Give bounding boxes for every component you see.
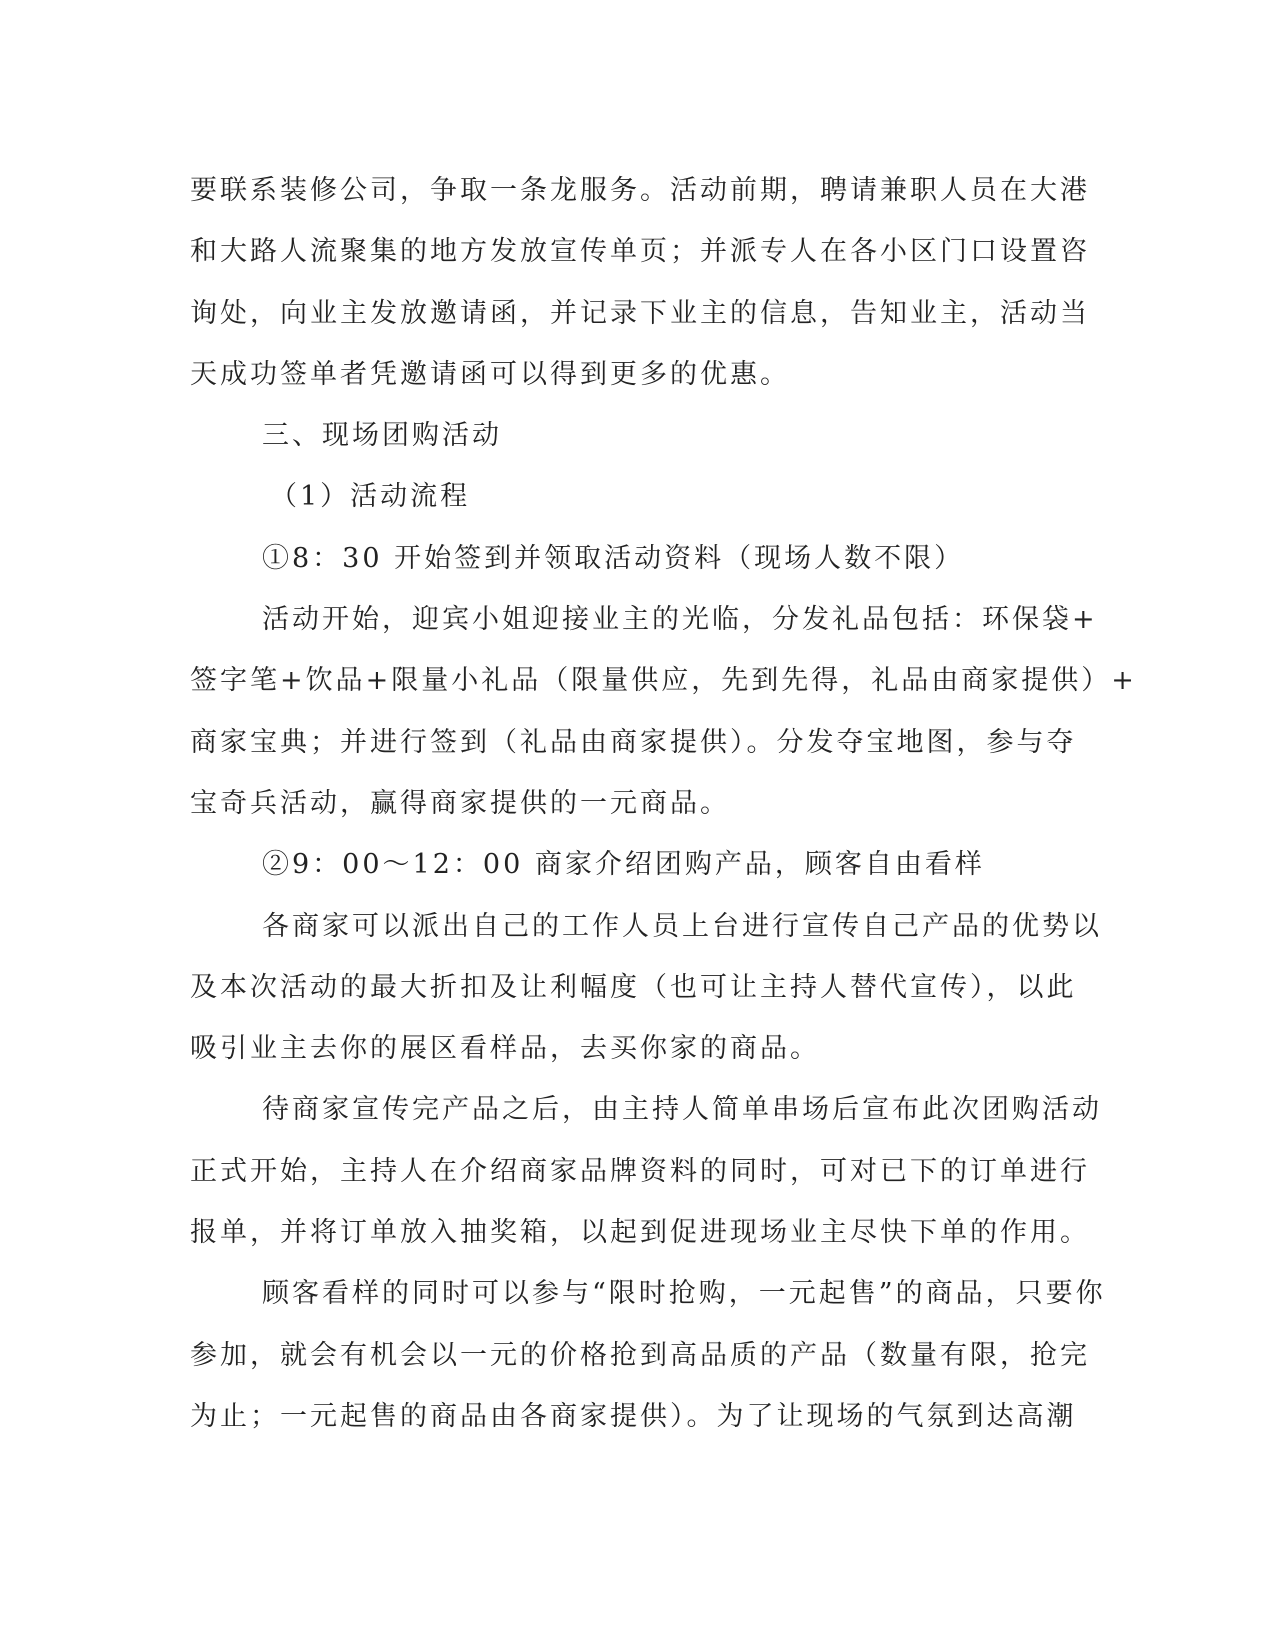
body-line: 吸引业主去你的展区看样品，去买你家的商品。 bbox=[190, 1033, 820, 1065]
body-line: 报单，并将订单放入抽奖箱，以起到促进现场业主尽快下单的作用。 bbox=[190, 1217, 1090, 1249]
body-line: 活动开始，迎宾小姐迎接业主的光临，分发礼品包括：环保袋+ bbox=[262, 604, 1098, 636]
body-line: 为止；一元起售的商品由各商家提供）。为了让现场的气氛到达高潮 bbox=[190, 1400, 1077, 1432]
step-heading: ②9：00～12：00 商家介绍团购产品，顾客自由看样 bbox=[262, 849, 985, 881]
document-body bbox=[190, 160, 1137, 1447]
body-line: 待商家宣传完产品之后，由主持人简单串场后宣布此次团购活动 bbox=[262, 1094, 1102, 1126]
section-heading: 三、现场团购活动 bbox=[262, 420, 502, 452]
body-line: 各商家可以派出自己的工作人员上台进行宣传自己产品的优势以 bbox=[262, 910, 1102, 942]
body-line: 及本次活动的最大折扣及让利幅度（也可让主持人替代宣传），以此 bbox=[190, 971, 1077, 1003]
step-heading: ①8：30 开始签到并领取活动资料（现场人数不限） bbox=[262, 542, 965, 574]
body-line: 商家宝典；并进行签到（礼品由商家提供）。分发夺宝地图，参与夺 bbox=[190, 726, 1077, 758]
body-line: 宝奇兵活动，赢得商家提供的一元商品。 bbox=[190, 787, 730, 819]
body-line: 询处，向业主发放邀请函，并记录下业主的信息，告知业主，活动当 bbox=[190, 297, 1090, 329]
body-line: 正式开始，主持人在介绍商家品牌资料的同时，可对已下的订单进行 bbox=[190, 1155, 1090, 1187]
subsection-heading: （1）活动流程 bbox=[270, 481, 471, 513]
body-line: 参加，就会有机会以一元的价格抢到高品质的产品（数量有限，抢完 bbox=[190, 1339, 1090, 1371]
body-line: 天成功签单者凭邀请函可以得到更多的优惠。 bbox=[190, 358, 790, 390]
body-line: 顾客看样的同时可以参与“限时抢购，一元起售”的商品，只要你 bbox=[262, 1278, 1106, 1310]
body-line: 要联系装修公司，争取一条龙服务。活动前期，聘请兼职人员在大港 bbox=[190, 175, 1090, 206]
body-line: 签字笔+饮品+限量小礼品（限量供应，先到先得，礼品由商家提供）+ bbox=[190, 665, 1137, 697]
body-line: 和大路人流聚集的地方发放宣传单页；并派专人在各小区门口设置咨 bbox=[190, 236, 1090, 268]
